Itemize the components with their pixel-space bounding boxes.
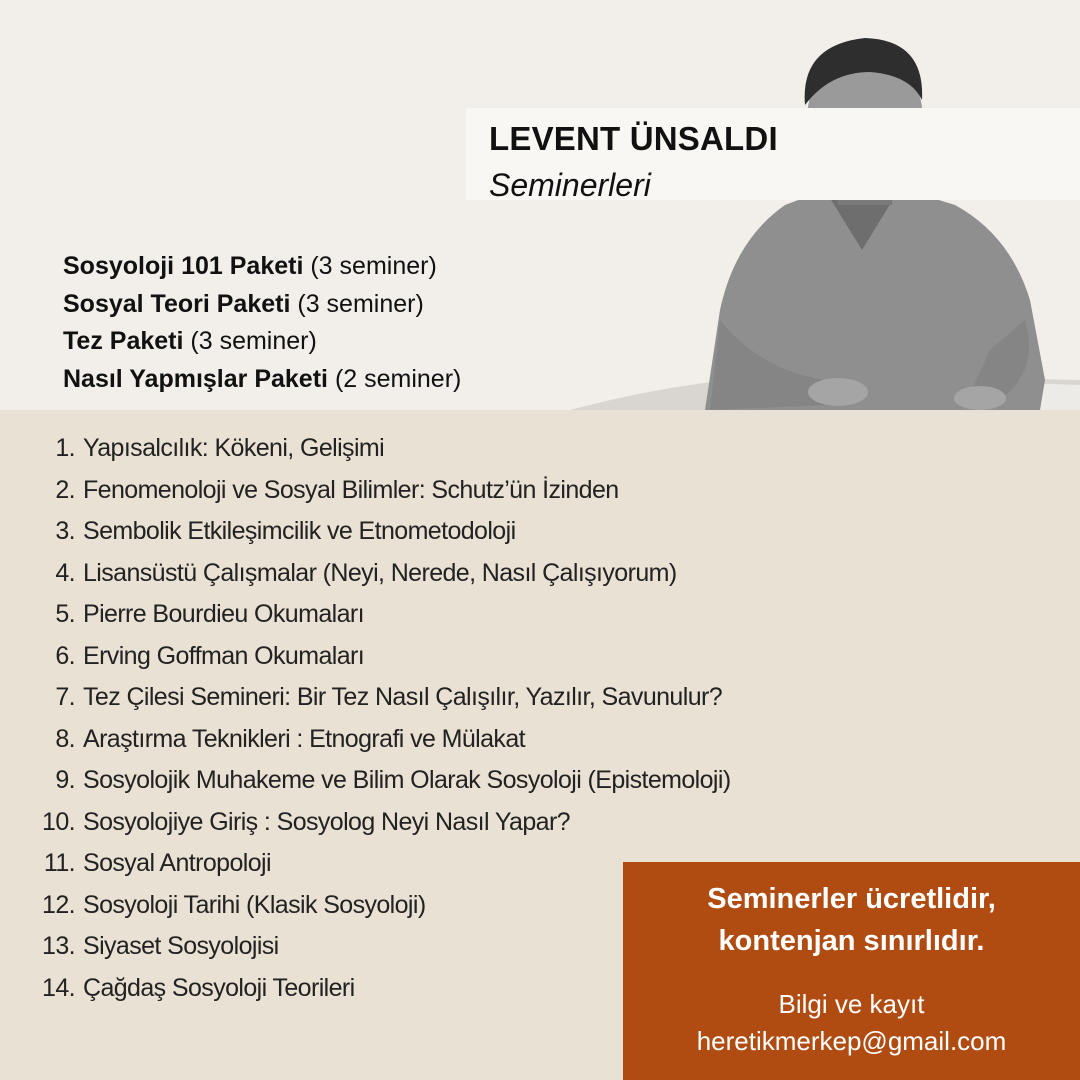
seminar-number: 4. (55, 558, 75, 587)
seminar-item (40, 428, 731, 470)
package-item (63, 286, 461, 324)
contact-email[interactable]: heretikmerkep@gmail.com (696, 1026, 1007, 1056)
seminar-number: 2. (55, 475, 75, 504)
seminar-number: 3. (55, 517, 75, 546)
seminar-number: 8. (55, 724, 75, 753)
seminar-item (40, 553, 731, 595)
seminar-title: Sembolik Etkileşimcilik ve Etnometodoloji (83, 517, 516, 546)
package-name: Nasıl Yapmışlar Paketi (63, 364, 328, 393)
seminar-item (40, 760, 731, 802)
package-list (63, 248, 461, 398)
title-subtitle: Seminerleri (489, 167, 651, 203)
seminar-item (40, 636, 731, 678)
seminar-number: 6. (55, 641, 75, 670)
seminar-title: Lisansüstü Çalışmalar (Neyi, Nerede, Nasıl Çalışıyorum) (83, 558, 677, 587)
notice-info: Bilgi ve kayıt (778, 989, 925, 1019)
seminar-number: 13. (42, 932, 75, 961)
package-item (63, 248, 461, 286)
notice-contact (623, 986, 1080, 1060)
package-count: (2 seminer) (334, 364, 462, 393)
seminar-item (40, 594, 731, 636)
seminar-number: 9. (55, 766, 75, 795)
speaker-name: LEVENT ÜNSALDI (489, 120, 778, 157)
package-count: (3 seminer) (190, 327, 317, 355)
seminar-item (40, 470, 731, 512)
speaker-photo (570, 20, 1080, 410)
seminar-title: Sosyolojiye Giriş : Sosyolog Neyi Nasıl Yapar? (83, 807, 570, 836)
package-name: Sosyoloji 101 Paketi (63, 252, 304, 280)
seminar-title: Sosyoloji Tarihi (Klasik Sosyoloji) (83, 890, 426, 919)
seminar-number: 14. (42, 973, 75, 1002)
seminar-title: Siyaset Sosyolojisi (83, 932, 279, 961)
seminar-title: Tez Çilesi Semineri: Bir Tez Nasıl Çalışılır, Yazılır, Savunulur? (83, 683, 723, 712)
registration-notice (623, 862, 1080, 1080)
seminar-number: 7. (55, 683, 75, 712)
seminar-number: 12. (42, 890, 75, 919)
notice-line-2: kontenjan sınırlıdır. (718, 925, 985, 957)
package-item (63, 323, 461, 361)
package-count: (3 seminer) (310, 252, 437, 280)
seminar-number: 10. (42, 807, 75, 836)
package-name: Sosyal Teori Paketi (63, 289, 291, 318)
seminar-title: Pierre Bourdieu Okumaları (83, 600, 364, 629)
seminar-title: Sosyolojik Muhakeme ve Bilim Olarak Sosyoloji (Epistemoloji) (83, 766, 731, 795)
notice-line-1: Seminerler ücretlidir, (707, 883, 996, 915)
seminar-title: Fenomenoloji ve Sosyal Bilimler: Schutz’ün İzinden (83, 475, 619, 504)
seminar-number: 11. (43, 849, 75, 878)
notice-heading (623, 878, 1080, 962)
seminar-title: Sosyal Antropoloji (83, 849, 271, 878)
seminar-number: 1. (55, 434, 75, 463)
seminar-title: Erving Goffman Okumaları (83, 641, 365, 670)
seminar-item (40, 677, 731, 719)
package-item (63, 361, 461, 399)
seminar-item (40, 511, 731, 553)
seminar-title: Çağdaş Sosyoloji Teorileri (83, 973, 355, 1002)
seminar-title: Araştırma Teknikleri : Etnografi ve Mülakat (83, 724, 525, 753)
seminar-number: 5. (55, 600, 75, 629)
seminar-title: Yapısalcılık: Kökeni, Gelişimi (83, 434, 385, 463)
seminar-item (40, 719, 731, 761)
package-count: (3 seminer) (297, 289, 424, 318)
seminar-item (40, 802, 731, 844)
package-name: Tez Paketi (63, 327, 184, 355)
